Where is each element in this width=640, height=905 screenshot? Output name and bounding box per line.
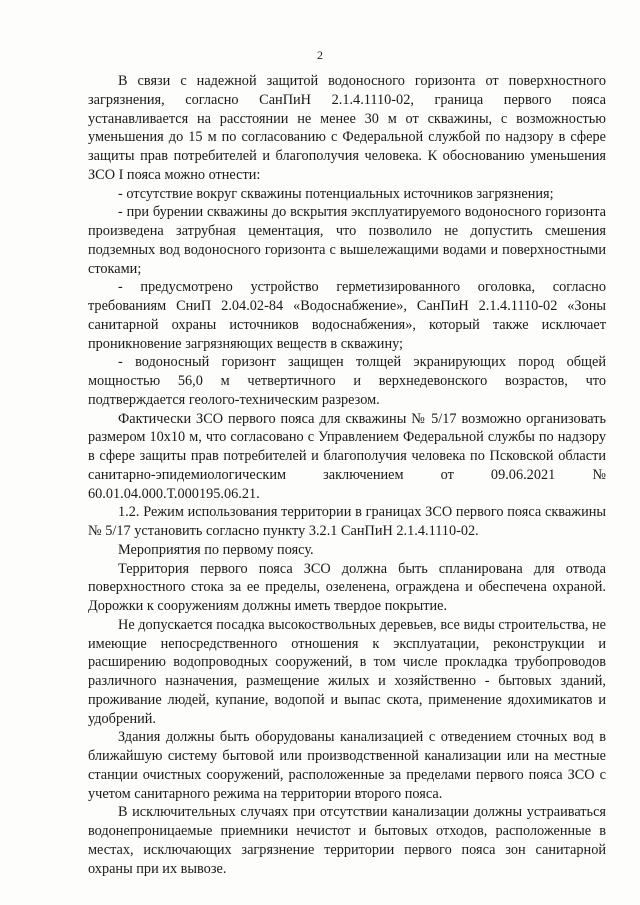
paragraph-prohibitions: Не допускается посадка высокоствольных деревьев, все виды строительства, не имеющие непосредственного отношения к эксплуатации, реконструкции и расширению водопроводных сооружений, в том числе прокладка трубопроводов различного назначения, размещение жилых и хозяйственно - бытовых зданий, проживание людей, купание, водопой и выпас скота, применение ядохимикатов и удобрений. [88,616,606,727]
list-item-aquifer-protection: - водоносный горизонт защищен толщей экранирующих пород общей мощностью 56,0 м четвертичного и верхнедевонского возрастов, что подтверждается геолого-техническим разрезом. [88,354,606,408]
paragraph-intro: В связи с надежной защитой водоносного горизонта от поверхностного загрязнения, согласно СанПиН 2.1.4.1110-02, граница первого пояса устанавливается на расстоянии не менее 30 м от скважины, с возможностью уменьшения до 15 м по согласованию с Федеральной службой по надзору в сфере защиты прав потребителей и благополучия человека. К обоснованию уменьшения ЗСО I пояса можно отнести: [88,73,606,183]
paragraph-section-1-2: 1.2. Режим использования территории в границах ЗСО первого пояса скважины № 5/17 установить согласно пункту 3.2.1 СанПиН 2.1.4.1110-02. [88,504,606,539]
paragraph-zso-size: Фактически ЗСО первого пояса для скважины № 5/17 возможно организовать размером 10х10 м, что согласовано с Управлением Федеральной службы по надзору в сфере защиты прав потребителей и благополучия человека по Псковской области санитарно-эпидемиологическим заключением от 09.06.2021 № 60.01.04.000.Т.000195.06.21. [88,410,606,502]
paragraph-territory: Территория первого пояса ЗСО должна быть спланирована для отвода поверхностного стока за ее пределы, озеленена, ограждена и обеспечена охраной. Дорожки к сооружениям должны иметь твердое покрытие. [88,560,606,614]
paragraph-sewerage: Здания должны быть оборудованы канализацией с отведением сточных вод в ближайшую систему бытовой или производственной канализации или на местные станции очистных сооружений, расположенные за пределами первого пояса ЗСО с учетом санитарного режима на территории второго пояса. [88,729,606,802]
paragraph-measures-heading: Мероприятия по первому поясу. [118,541,314,558]
paragraph-exceptional-cases: В исключительных случаях при отсутствии канализации должны устраиваться водонепроницаемые приемники нечистот и бытовых отходов, расположенные в местах, исключающих загрязнение территории первого пояса зон санитарной охраны при их вывозе. [88,804,606,877]
list-item-no-sources: - отсутствие вокруг скважины потенциальных источников загрязнения; [118,185,554,202]
document-body [88,72,606,878]
page-number: 2 [317,48,323,62]
list-item-cementation: - при бурении скважины до вскрытия эксплуатируемого водоносного горизонта произведена затрубная цементация, что позволило не допустить смешения подземных вод водоносного горизонта с вышележащими водами и поверхностными стоками; [88,204,606,277]
list-item-wellhead: - предусмотрено устройство герметизированного оголовка, согласно требованиям СниП 2.04.02-84 «Водоснабжение», СанПиН 2.1.4.1110-02 «Зоны санитарной охраны источников водоснабжения», который также исключает проникновение загрязняющих веществ в скважину; [88,279,606,352]
